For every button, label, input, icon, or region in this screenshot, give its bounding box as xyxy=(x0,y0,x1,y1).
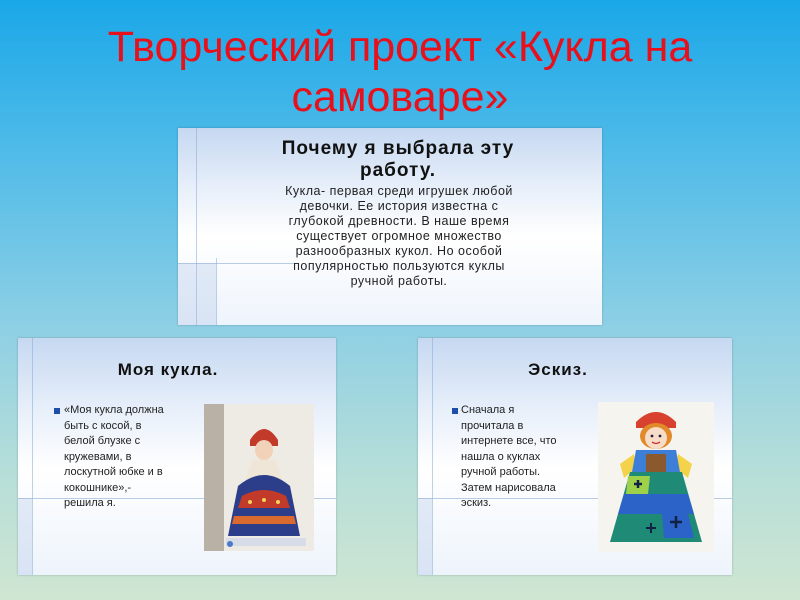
right-slide-body-line: нашла о куклах xyxy=(461,450,541,463)
page-title-line-1: Творческий проект «Кукла на xyxy=(107,23,693,71)
left-slide xyxy=(18,338,336,575)
left-slide-body xyxy=(64,403,194,512)
left-slide-body-line: кокошнике»,- xyxy=(64,481,132,494)
right-slide xyxy=(418,338,732,575)
right-slide-body-line: Затем нарисовала xyxy=(461,481,556,494)
page-title xyxy=(0,22,800,122)
left-slide-heading: Моя кукла. xyxy=(117,360,219,379)
right-slide-body-line: Сначала я xyxy=(461,404,515,416)
left-slide-bullet xyxy=(54,408,60,414)
left-slide-body-line: решила я. xyxy=(64,497,116,509)
left-slide-body-line: лоскутной юбке и в xyxy=(64,466,163,478)
top-slide-heading-line-2: работу. xyxy=(360,160,436,181)
top-slide-body-line: популярностью пользуются куклы xyxy=(293,259,505,273)
top-slide xyxy=(178,128,602,325)
doll-sketch-image xyxy=(598,402,714,552)
right-slide-body-line: ручной работы. xyxy=(461,466,541,478)
page-title-line-2: самоваре» xyxy=(291,73,509,121)
doll-photo-image xyxy=(204,404,314,551)
right-slide-body-line: эскиз. xyxy=(461,497,492,509)
doll-photo-illustration xyxy=(204,404,314,551)
top-slide-body-line: разнообразных кукол. Но особой xyxy=(295,244,503,258)
top-slide-body-line: девочки. Ее история известна с xyxy=(299,199,499,213)
top-slide-body xyxy=(224,184,574,289)
right-slide-body-line: прочитала в xyxy=(461,419,524,432)
left-slide-body-line: «Моя кукла должна xyxy=(64,404,164,416)
top-slide-body-line: ручной работы. xyxy=(350,274,448,288)
right-slide-bullet xyxy=(452,408,458,414)
doll-sketch-illustration xyxy=(598,402,714,552)
top-slide-body-line: глубокой древности. В наше время xyxy=(288,214,510,228)
top-slide-heading xyxy=(218,138,578,182)
top-slide-body-line: Кукла- первая среди игрушек любой xyxy=(285,184,513,198)
left-slide-body-line: кружевами, в xyxy=(64,450,132,463)
left-slide-body-line: белой блузке с xyxy=(64,435,141,447)
right-slide-body xyxy=(461,403,591,512)
top-slide-heading-line-1: Почему я выбрала эту xyxy=(281,138,515,159)
right-slide-body-line: интернете все, что xyxy=(461,435,557,447)
top-slide-body-line: существует огромное множество xyxy=(296,229,502,243)
right-slide-heading: Эскиз. xyxy=(528,360,588,379)
left-slide-body-line: быть с косой, в xyxy=(64,419,142,432)
